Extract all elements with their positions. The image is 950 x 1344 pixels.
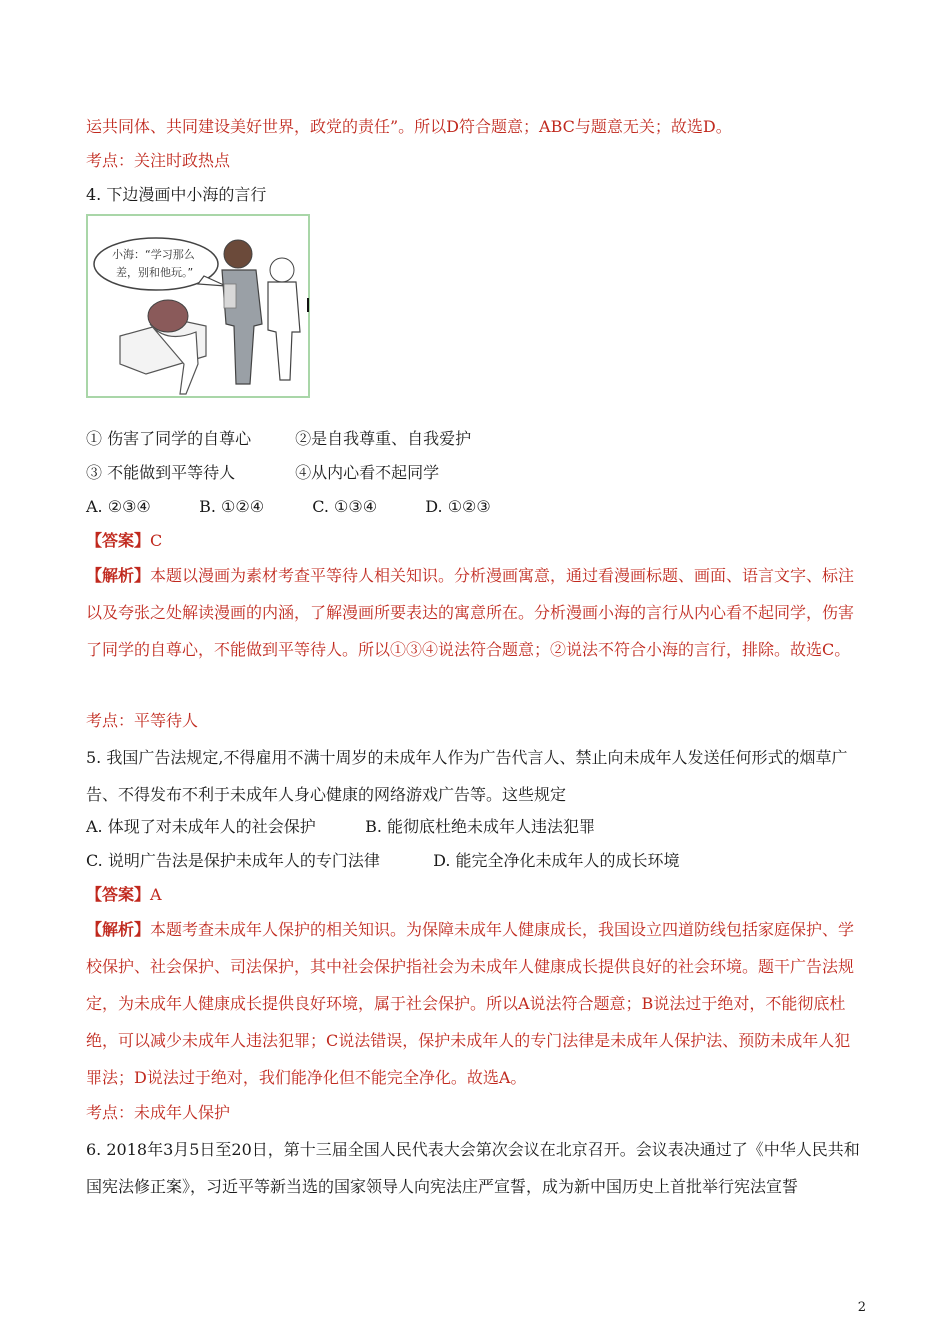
q5-stem: 5. 我国广告法规定,不得雇用不满十周岁的未成年人作为广告代言人、禁止向未成年人发送任何形式的烟草广告、不得发布不利于未成年人身心健康的网络游戏广告等。这些规定	[86, 748, 848, 804]
bubble-text-1: 小海：“学习那么	[112, 248, 195, 261]
q5-answer-value: A	[150, 885, 162, 904]
q5-option-d: D. 能完全净化未成年人的成长环境	[433, 851, 680, 870]
q4-choice-1: ① 伤害了同学的自尊心	[86, 429, 252, 448]
q4-options	[86, 496, 491, 518]
q5-option-b: B. 能彻底杜绝未成年人违法犯罪	[365, 817, 596, 836]
q4-choice-2: ②是自我尊重、自我爱护	[295, 429, 472, 448]
q5-options-row1	[86, 816, 595, 838]
q5-options-row2	[86, 850, 680, 872]
q4-answer-value: C	[150, 531, 163, 550]
q4-stem: 4. 下边漫画中小海的言行	[86, 185, 267, 204]
q5-option-a: A. 体现了对未成年人的社会保护	[86, 817, 316, 836]
q4-answer-tag: 【答案】	[86, 531, 151, 550]
q4-point: 考点：平等待人	[86, 711, 199, 730]
q4-option-b: B. ①②④	[199, 497, 265, 516]
prev-analysis-tail: 运共同体、共同建设美好世界，政党的责任”。所以D符合题意；ABC与题意无关；故选D。	[86, 117, 732, 136]
page-number: 2	[857, 1300, 866, 1315]
q4-option-c: C. ①③④	[312, 497, 378, 516]
q6-stem: 6. 2018年3月5日至20日，第十三届全国人民代表大会第次会议在北京召开。会议表决通过了《中华人民共和国宪法修正案》，习近平等新当选的国家领导人向宪法庄严宣誓，成为新中国历史上首批举行宪法宣誓	[86, 1140, 860, 1196]
q5-analysis-text: 本题考查未成年人保护的相关知识。为保障未成年人健康成长，我国设立四道防线包括家庭保护、学校保护、社会保护、司法保护，其中社会保护指社会为未成年人健康成长提供良好的社会环境。题干广告法规定，为未成年人健康成长提供良好环境，属于社会保护。所以A说法符合题意；B说法过于绝对，不能彻底杜绝，可以减少未成年人违法犯罪；C说法错误，保护未成年人的专门法律是未成年人保护法、预防未成年人犯罪法；D说法过于绝对，我们能净化但不能完全净化。故选A。	[86, 920, 855, 1087]
q5-answer-tag: 【答案】	[86, 885, 151, 904]
boy-head	[270, 258, 294, 282]
q4-analysis-tag: 【解析】	[86, 566, 151, 585]
q5-analysis-tag: 【解析】	[86, 920, 151, 939]
q5-point: 考点：未成年人保护	[86, 1103, 231, 1122]
prev-point: 考点：关注时政热点	[86, 151, 231, 170]
q4-choice-3: ③ 不能做到平等待人	[86, 463, 236, 482]
student-head	[148, 300, 188, 332]
q4-analysis-text: 本题以漫画为素材考查平等待人相关知识。分析漫画寓意，通过看漫画标题、画面、语言文字、标注以及夸张之处解读漫画的内涵，了解漫画所要表达的寓意所在。分析漫画小海的言行从内心看不起同学，伤害了同学的自尊心，不能做到平等待人。所以①③④说法符合题意；②说法不符合小海的言行，排除。故选C。	[86, 566, 855, 659]
q5-analysis	[86, 911, 866, 1096]
q4-choices-row1	[86, 428, 471, 450]
q4-analysis	[86, 557, 866, 668]
bubble-text-2: 差，别和他玩。”	[116, 266, 194, 279]
q4-option-d: D. ①②③	[425, 497, 491, 516]
q5-answer	[86, 884, 162, 906]
q4-choices-row2	[86, 462, 439, 484]
q5-option-c: C. 说明广告法是保护未成年人的专门法律	[86, 851, 380, 870]
q4-choice-4: ④从内心看不起同学	[295, 463, 440, 482]
q4-answer	[86, 530, 162, 552]
comic-illustration	[86, 214, 310, 398]
q4-option-a: A. ②③④	[86, 497, 151, 516]
xiaohai-head	[224, 240, 252, 268]
